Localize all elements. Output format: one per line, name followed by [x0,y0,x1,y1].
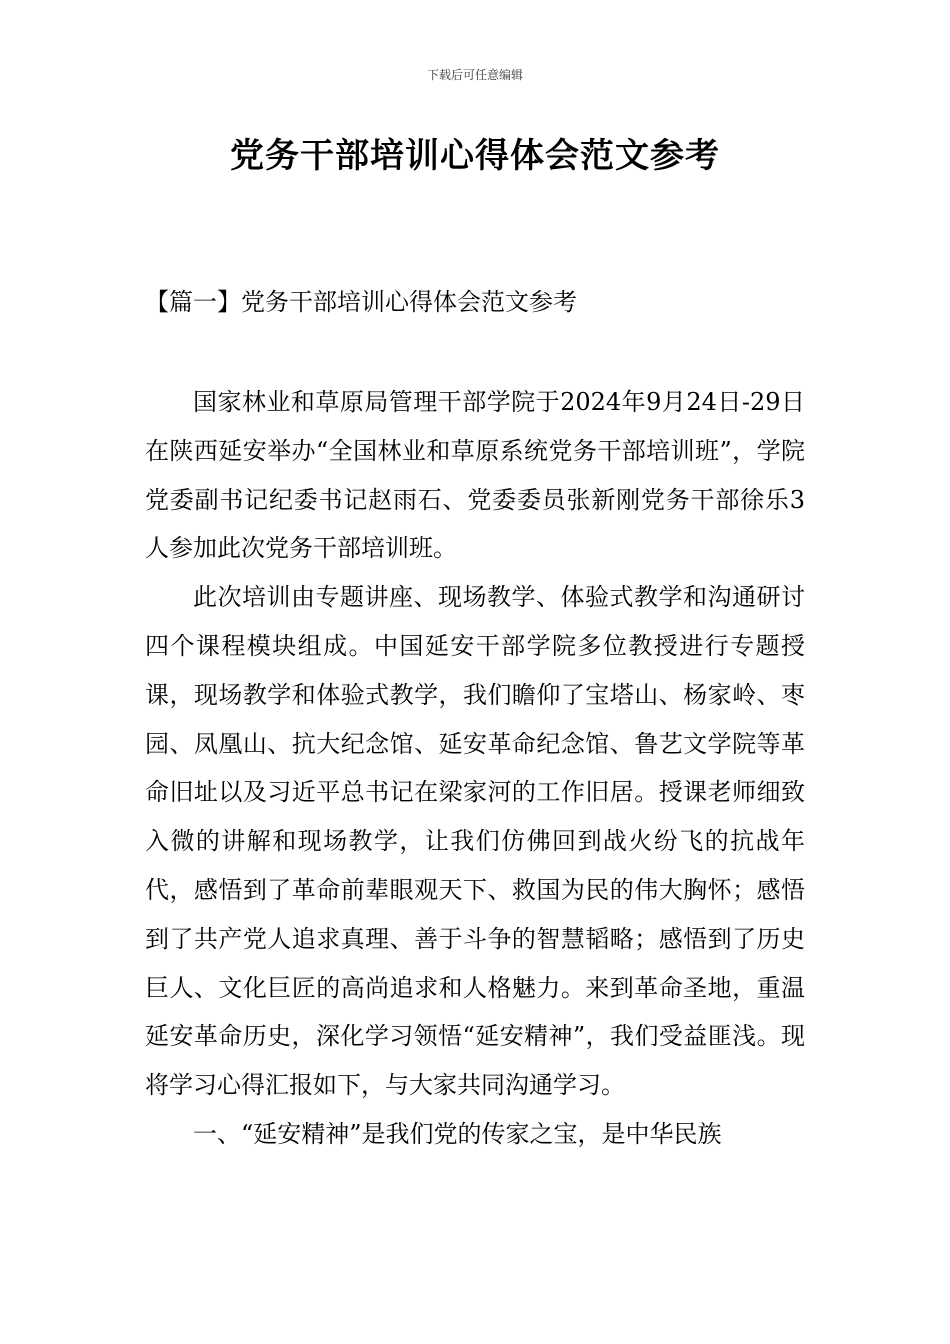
header-note: 下载后可任意编辑 [426,68,523,82]
section-heading: 【篇一】党务干部培训心得体会范文参考 [145,288,577,316]
document-title: 党务干部培训心得体会范文参考 [230,136,720,176]
paragraph-1: 国家林业和草原局管理干部学院于2024年9月24日-29日在陕西延安举办“全国林业和草原系统党务干部培训班”，学院党委副书记纪委书记赵雨石、党委委员张新刚党务干部徐乐3人参加此次党务干部培训班。 [145,388,805,563]
paragraph-3: 一、“延安精神”是我们党的传家之宝，是中华民族 [193,1119,722,1148]
document-body [145,378,805,1159]
paragraph-2: 此次培训由专题讲座、现场教学、体验式教学和沟通研讨四个课程模块组成。中国延安干部学院多位教授进行专题授课，现场教学和体验式教学，我们瞻仰了宝塔山、杨家岭、枣园、凤凰山、抗大纪念馆、延安革命纪念馆、鲁艺文学院等革命旧址以及习近平总书记在梁家河的工作旧居。授课老师细致入微的讲解和现场教学，让我们仿佛回到战火纷飞的抗战年代，感悟到了革命前辈眼观天下、救国为民的伟大胸怀；感悟到了共产党人追求真理、善于斗争的智慧韬略；感悟到了历史巨人、文化巨匠的高尚追求和人格魅力。来到革命圣地，重温延安革命历史，深化学习领悟“延安精神”，我们受益匪浅。现将学习心得汇报如下，与大家共同沟通学习。 [145,583,805,1100]
